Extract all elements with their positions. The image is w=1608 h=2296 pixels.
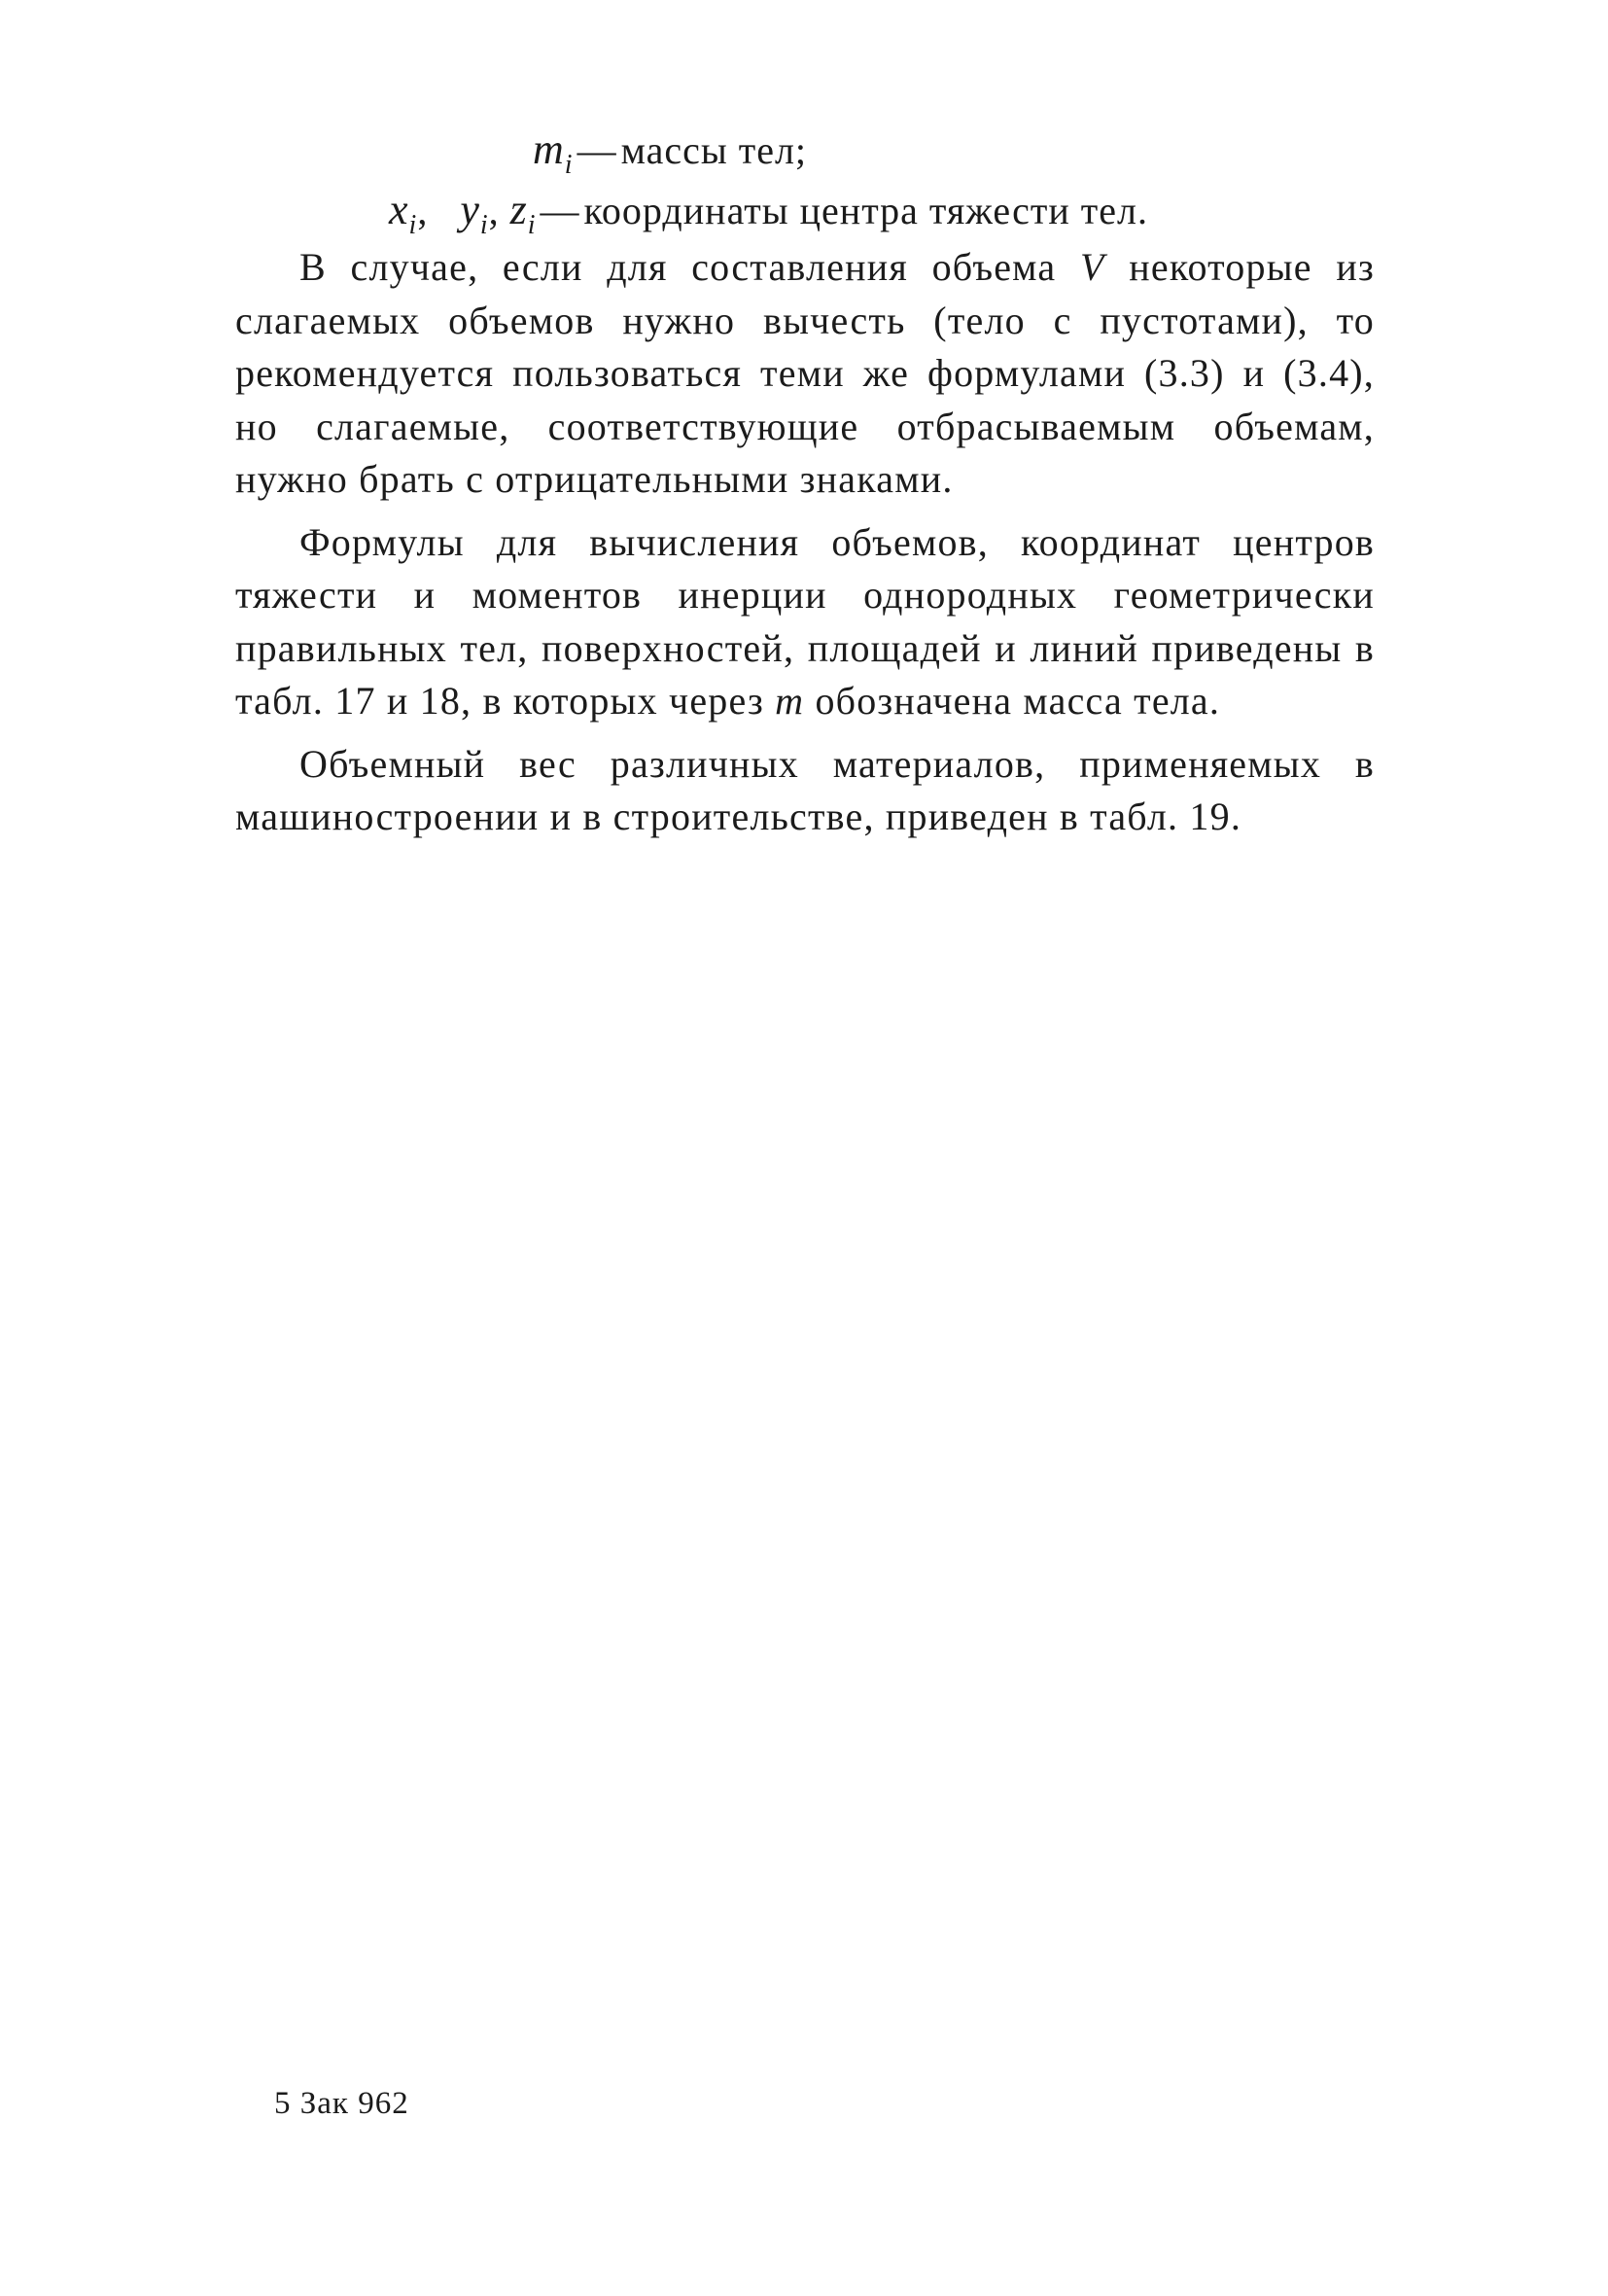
subscript-i: i (479, 210, 489, 240)
subscript-i: i (408, 210, 418, 240)
definition-text: координаты центра тяжести тел. (583, 189, 1148, 232)
symbol-x: x (389, 186, 409, 233)
paragraph-formulas-reference: Формулы для вычисления объемов, координат центров тяжести и моментов инерции однородных геометрически правильных тел, поверхностей, площадей и линий приведены в табл. 17 и 18, в которых через m обозначена масса тела. (235, 519, 1375, 723)
comma: , (417, 189, 461, 232)
definition-mass (533, 124, 807, 181)
body-text (235, 241, 1375, 854)
paragraph-subtracted-volumes: В случае, если для составления объема V некоторые из слагаемых объемов нужно вычесть (тело с пустотами), то рекомендуется пользоваться теми же формулами (3.3) и (3.4), но слагаемые, соответствующие отбрасываемым объемам, нужно брать с отрицательными знаками. (235, 245, 1375, 501)
symbol-v: V (1080, 245, 1105, 289)
printer-signature: 5 Зак 962 (274, 2086, 409, 2121)
symbol-z: z (509, 186, 528, 233)
symbol-y: y (460, 186, 480, 233)
em-dash: — (577, 128, 617, 172)
subscript-i: i (564, 150, 574, 180)
definition-coordinates (389, 185, 1148, 241)
symbol-m: m (533, 125, 565, 173)
comma: , (488, 189, 510, 232)
paragraph-specific-weight: Объемный вес различных материалов, применяемых в машиностроении и в строительстве, приведен в табл. 19. (235, 741, 1375, 838)
definition-text: массы тел; (620, 128, 808, 172)
subscript-i: i (527, 210, 537, 240)
em-dash: — (540, 189, 580, 232)
symbol-m: m (775, 679, 805, 723)
